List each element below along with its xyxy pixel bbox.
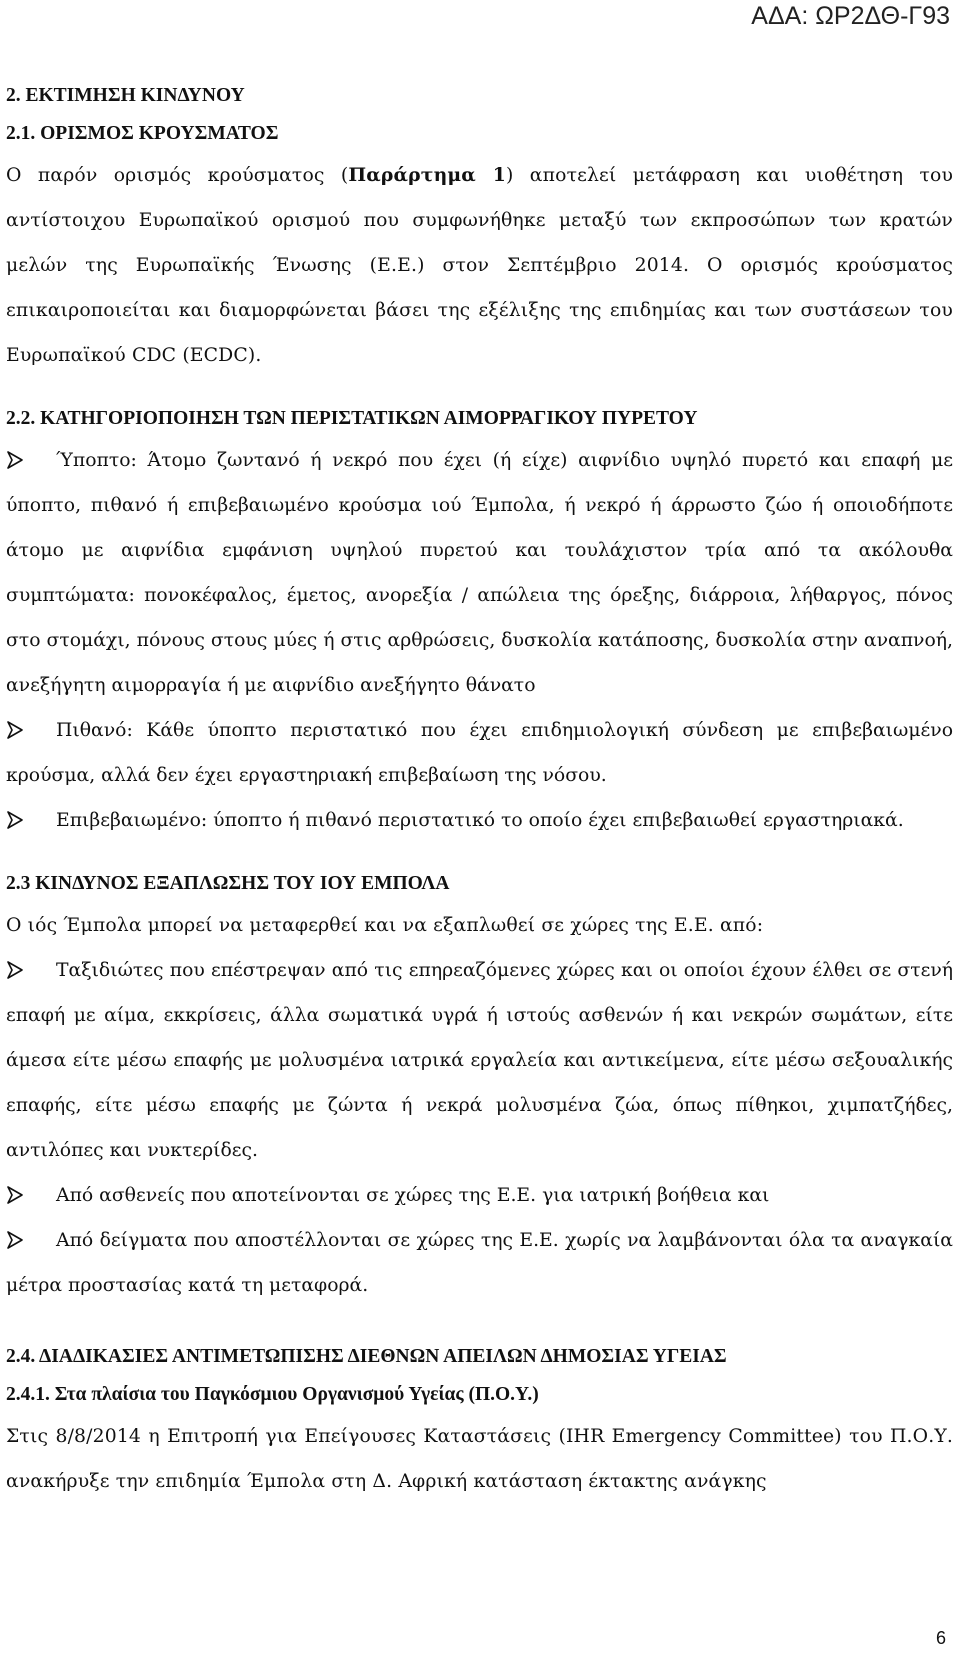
bullet-suspected: Ύποπτο: Άτομο ζωντανό ή νεκρό που έχει (ή είχε) αιφνίδιο υψηλό πυρετό και επαφή με ύποπτο, πιθανό ή επιβεβαιωμένο κρούσμα ιού Έμπολα, ή νεκρό ή άρρωστο ζώο ή οποιοδήποτε άτομο με αιφνίδια εμφάνιση υψηλού πυρετού και τουλάχιστον τρία από τα ακόλουθα συμπτώματα: πονοκέφαλος, έμετος, ανορεξία / απώλεια της όρεξης, διάρροια, λήθαργος, πόνος στο στομάχι, πόνους στους μύες ή στις αρθρώσεις, δυσκολία κατάποσης, δυσκολία στην αναπνοή, ανεξήγητη αιμορραγία ή με αιφνίδιο ανεξήγητο θάνατο bbox=[6, 450, 953, 696]
arrow-bullet-icon bbox=[6, 1186, 24, 1204]
arrow-bullet-icon bbox=[6, 811, 24, 829]
bullet-travellers: Ταξιδιώτες που επέστρεψαν από τις επηρεαζόμενες χώρες και οι οποίοι έχουν έλθει σε στενή επαφή με αίμα, εκκρίσεις, άλλα σωματικά υγρά ή ιστούς ασθενών ή και νεκρών σωμάτων, είτε άμεσα είτε μέσω επαφής με μολυσμένα ιατρικά εργαλεία και αντικείμενα, είτε μέσω σεξουαλικής επαφής, είτε μέσω επαφής με ζώντα ή νεκρά μολυσμένα ζώα, όπως πίθηκοι, χιμπατζήδες, αντιλόπες και νυκτερίδες. bbox=[6, 960, 953, 1161]
section-2-3-title: 2.3 ΚΙΝΔΥΝΟΣ ΕΞΑΠΛΩΣΗΣ ΤΟΥ ΙΟΥ ΕΜΠΟΛΑ bbox=[6, 873, 450, 894]
arrow-bullet-icon bbox=[6, 1231, 24, 1249]
arrow-bullet-icon bbox=[6, 451, 24, 469]
arrow-bullet-icon bbox=[6, 961, 24, 979]
section-2-title: 2. ΕΚΤΙΜΗΣΗ ΚΙΝΔΥΝΟΥ bbox=[6, 85, 245, 106]
section-2-4-1-title: 2.4.1. Στα πλαίσια του Παγκόσμιου Οργανισμού Υγείας (Π.Ο.Υ.) bbox=[6, 1384, 539, 1405]
page-number: 6 bbox=[935, 1628, 946, 1648]
ada-code: ΑΔΑ: ΩΡ2ΔΘ-Γ93 bbox=[751, 2, 950, 30]
section-2-4-title: 2.4. ΔΙΑΔΙΚΑΣΙΕΣ ΑΝΤΙΜΕΤΩΠΙΣΗΣ ΔΙΕΘΝΩΝ ΑΠΕΙΛΩΝ ΔΗΜΟΣΙΑΣ ΥΓΕΙΑΣ bbox=[6, 1346, 727, 1367]
bullet-confirmed: Επιβεβαιωμένο: ύποπτο ή πιθανό περιστατικό το οποίο έχει επιβεβαιωθεί εργαστηριακά. bbox=[6, 798, 953, 843]
bullet-patients: Από ασθενείς που αποτείνονται σε χώρες της Ε.Ε. για ιατρική βοήθεια και bbox=[6, 1173, 953, 1218]
bullet-samples: Από δείγματα που αποστέλλονται σε χώρες της Ε.Ε. χωρίς να λαμβάνονται όλα τα αναγκαία μέτρα προστασίας κατά τη μεταφορά. bbox=[6, 1230, 953, 1296]
section-2-2-title: 2.2. ΚΑΤΗΓΟΡΙΟΠΟΙΗΣΗ ΤΩΝ ΠΕΡΙΣΤΑΤΙΚΩΝ ΑΙΜΟΡΡΑΓΙΚΟΥ ΠΥΡΕΤΟΥ bbox=[6, 408, 698, 429]
section-2-1-title: 2.1. ΟΡΙΣΜΟΣ ΚΡΟΥΣΜΑΤΟΣ bbox=[6, 123, 279, 144]
spread-intro: Ο ιός Έμπολα μπορεί να μεταφερθεί και να εξαπλωθεί σε χώρες της Ε.Ε. από: bbox=[6, 915, 764, 936]
document-body bbox=[6, 77, 953, 1504]
bullet-probable: Πιθανό: Κάθε ύποπτο περιστατικό που έχει επιδημιολογική σύνδεση με επιβεβαιωμένο κρούσμα, αλλά δεν έχει εργαστηριακή επιβεβαίωση της νόσου. bbox=[6, 720, 953, 786]
who-paragraph: Στις 8/8/2014 η Επιτροπή για Επείγουσες Καταστάσεις (IHR Emergency Committee) του Π.Ο.Υ. ανακήρυξε την επιδημία Έμπολα στη Δ. Αφρική κατάσταση έκτακτης ανάγκης bbox=[6, 1426, 953, 1492]
arrow-bullet-icon bbox=[6, 721, 24, 739]
case-definition-paragraph: Ο παρόν ορισμός κρούσματος (Παράρτημα 1) αποτελεί μετάφραση και υιοθέτηση του αντίστοιχου Ευρωπαϊκού ορισμού που συμφωνήθηκε μεταξύ των εκπροσώπων των κρατών μελών της Ευρωπαϊκής Ένωσης (Ε.Ε.) στον Σεπτέμβριο 2014. Ο ορισμός κρούσματος επικαιροποιείται και διαμορφώνεται βάσει της εξέλιξης της επιδημίας και των συστάσεων του Ευρωπαϊκού CDC (ECDC). bbox=[6, 164, 954, 366]
